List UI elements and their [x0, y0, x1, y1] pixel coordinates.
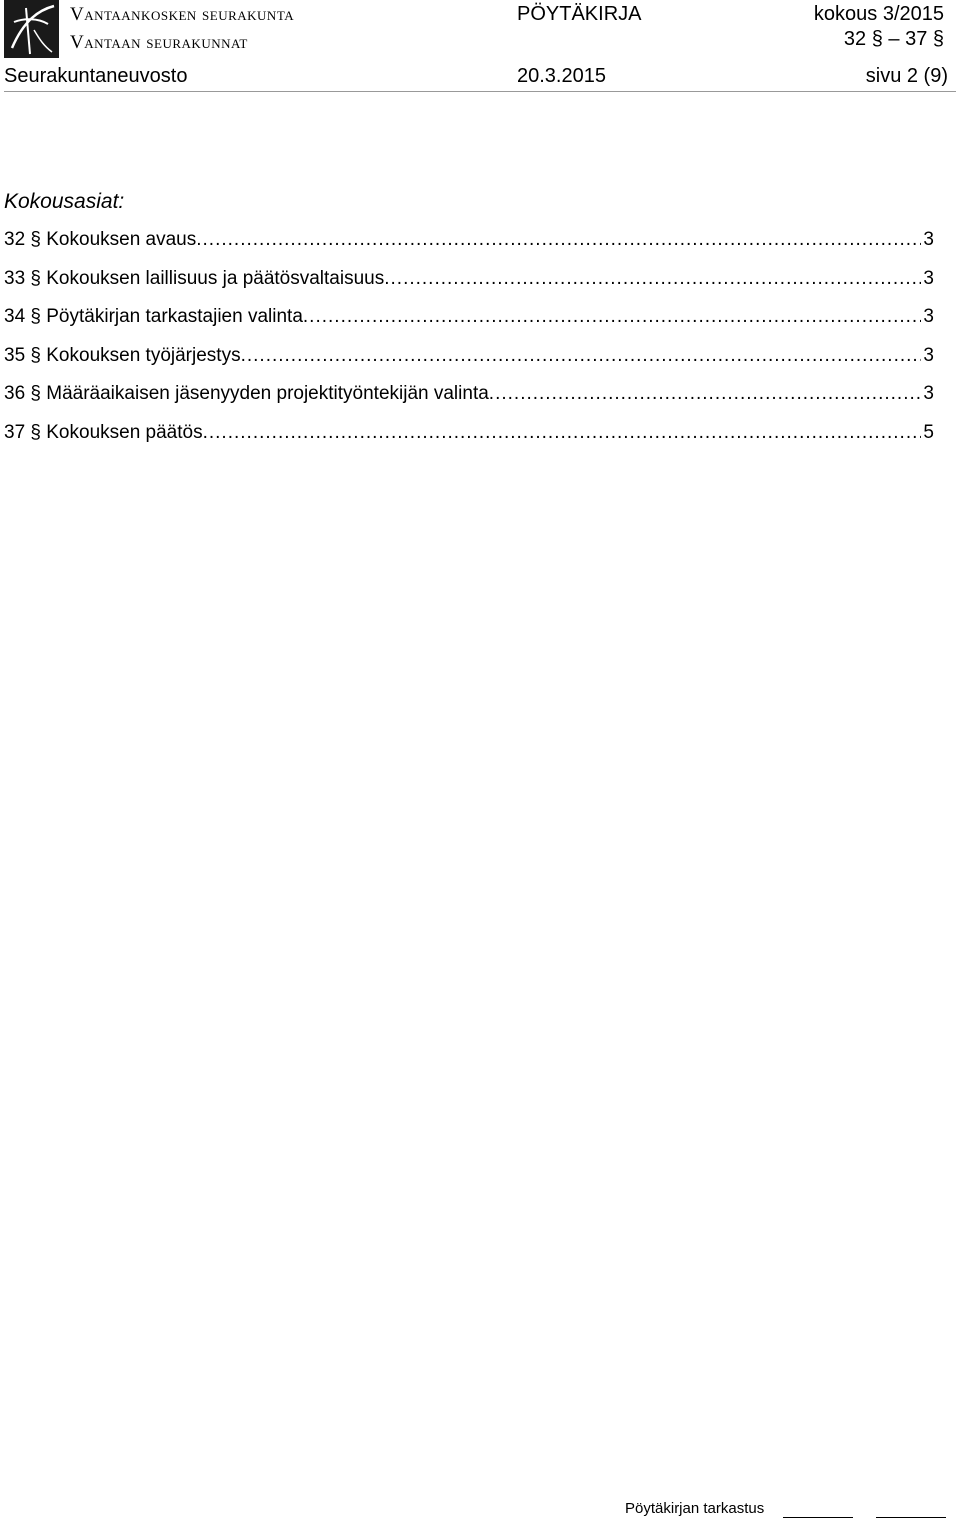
toc-item[interactable]: [4, 306, 934, 345]
toc-item-label: 35 § Kokouksen työjärjestys: [4, 344, 241, 366]
org-name-line1: Vantaankosken seurakunta: [70, 4, 295, 25]
reviewer-signature-line-2: [876, 1517, 946, 1518]
header-divider: [4, 91, 956, 92]
toc-item-label: 37 § Kokouksen päätös: [4, 421, 203, 443]
toc-title: Kokousasiat:: [4, 190, 125, 213]
toc-item-label: 33 § Kokouksen laillisuus ja päätösvaltaisuus: [4, 267, 385, 289]
reviewer-signature-line-1: [783, 1517, 853, 1518]
toc-leader: [196, 229, 921, 251]
org-name-line2: Vantaan seurakunnat: [70, 32, 248, 53]
meeting-number: kokous 3/2015: [813, 3, 944, 25]
table-of-contents: [4, 229, 934, 460]
toc-item[interactable]: [4, 229, 934, 268]
body-name: Seurakuntaneuvosto: [4, 65, 188, 87]
toc-item-page: 3: [923, 344, 934, 366]
toc-item[interactable]: [4, 268, 934, 307]
toc-item-label: 32 § Kokouksen avaus: [4, 229, 197, 250]
toc-item-page: 3: [923, 267, 934, 289]
toc-leader: [203, 422, 922, 444]
toc-item-page: 5: [923, 421, 934, 443]
toc-item[interactable]: [4, 422, 934, 461]
church-logo: [4, 0, 59, 58]
meeting-date: 20.3.2015: [517, 65, 606, 87]
document-type: PÖYTÄKIRJA: [517, 3, 642, 25]
toc-leader: [241, 345, 922, 367]
cross-icon: [4, 0, 59, 58]
toc-leader: [384, 268, 921, 290]
review-label: Pöytäkirjan tarkastus: [625, 1500, 765, 1517]
toc-leader: [489, 383, 922, 405]
toc-item-page: 3: [923, 383, 934, 404]
toc-item[interactable]: [4, 383, 934, 422]
section-range: 32 § – 37 §: [843, 28, 944, 50]
toc-item[interactable]: [4, 345, 934, 384]
page-number: sivu 2 (9): [865, 65, 948, 87]
toc-item-page: 3: [923, 306, 934, 327]
toc-item-page: 3: [923, 229, 934, 250]
toc-item-label: 34 § Pöytäkirjan tarkastajien valinta: [4, 306, 303, 327]
toc-item-label: 36 § Määräaikaisen jäsenyyden projektityöntekijän valinta: [4, 383, 489, 404]
toc-leader: [303, 306, 922, 328]
